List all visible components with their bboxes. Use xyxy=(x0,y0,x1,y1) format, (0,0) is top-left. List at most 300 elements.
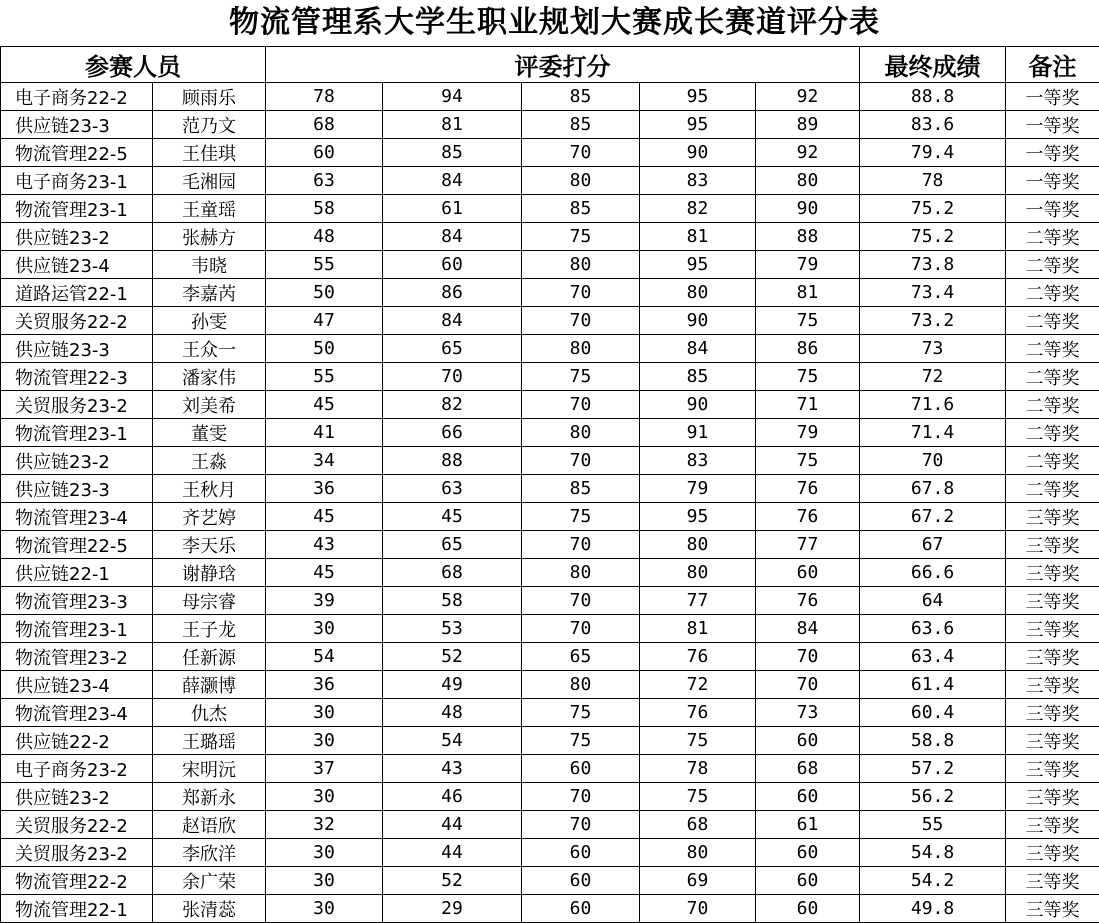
judge-score-1-cell[interactable]: 37 xyxy=(266,755,383,783)
final-score-cell[interactable]: 66.6 xyxy=(860,559,1006,587)
judge-score-5-cell[interactable]: 61 xyxy=(756,811,860,839)
judge-score-1-cell[interactable]: 45 xyxy=(266,391,383,419)
award-cell[interactable]: 二等奖 xyxy=(1006,279,1099,307)
table-row xyxy=(1,335,1099,363)
judge-score-2-cell[interactable]: 63 xyxy=(383,475,522,503)
class-cell[interactable]: 供应链22-2 xyxy=(1,727,153,755)
final-score-cell[interactable]: 67.2 xyxy=(860,503,1006,531)
name-cell[interactable]: 李嘉芮 xyxy=(153,279,266,307)
judge-score-4-cell[interactable]: 79 xyxy=(640,475,756,503)
judge-score-3-cell[interactable]: 70 xyxy=(522,447,640,475)
class-cell[interactable]: 物流管理22-1 xyxy=(1,895,153,923)
table-row xyxy=(1,615,1099,643)
judge-score-2-cell[interactable]: 84 xyxy=(383,307,522,335)
judge-score-1-cell[interactable]: 32 xyxy=(266,811,383,839)
final-score-cell[interactable]: 73 xyxy=(860,335,1006,363)
judge-score-2-cell[interactable]: 29 xyxy=(383,895,522,923)
judge-score-1-cell[interactable]: 30 xyxy=(266,699,383,727)
class-cell[interactable]: 供应链23-3 xyxy=(1,475,153,503)
judge-score-4-cell[interactable]: 95 xyxy=(640,111,756,139)
judge-score-2-cell[interactable]: 52 xyxy=(383,867,522,895)
judge-score-1-cell[interactable]: 36 xyxy=(266,475,383,503)
final-score-cell[interactable]: 55 xyxy=(860,811,1006,839)
judge-score-2-cell[interactable]: 60 xyxy=(383,251,522,279)
final-score-cell[interactable]: 54.2 xyxy=(860,867,1006,895)
judge-score-3-cell[interactable]: 80 xyxy=(522,251,640,279)
class-cell[interactable]: 道路运管22-1 xyxy=(1,279,153,307)
judge-score-2-cell[interactable]: 54 xyxy=(383,727,522,755)
judge-score-4-cell[interactable]: 75 xyxy=(640,727,756,755)
name-cell[interactable]: 王佳琪 xyxy=(153,139,266,167)
judge-score-4-cell[interactable]: 80 xyxy=(640,279,756,307)
judge-score-3-cell[interactable]: 85 xyxy=(522,111,640,139)
class-cell[interactable]: 供应链23-2 xyxy=(1,223,153,251)
name-cell[interactable]: 李天乐 xyxy=(153,531,266,559)
name-cell[interactable]: 王子龙 xyxy=(153,615,266,643)
judge-score-4-cell[interactable]: 68 xyxy=(640,811,756,839)
judge-score-3-cell[interactable]: 70 xyxy=(522,391,640,419)
judge-score-3-cell[interactable]: 60 xyxy=(522,867,640,895)
table-row xyxy=(1,699,1099,727)
judge-score-4-cell[interactable]: 75 xyxy=(640,783,756,811)
name-cell[interactable]: 谢静琀 xyxy=(153,559,266,587)
judge-score-5-cell[interactable]: 88 xyxy=(756,223,860,251)
final-score-cell[interactable]: 78 xyxy=(860,167,1006,195)
judge-score-5-cell[interactable]: 60 xyxy=(756,895,860,923)
judge-score-1-cell[interactable]: 55 xyxy=(266,363,383,391)
award-cell[interactable]: 二等奖 xyxy=(1006,391,1099,419)
award-cell[interactable]: 一等奖 xyxy=(1006,139,1099,167)
judge-score-5-cell[interactable]: 92 xyxy=(756,139,860,167)
table-row xyxy=(1,167,1099,195)
name-cell[interactable]: 王秋月 xyxy=(153,475,266,503)
final-score-cell[interactable]: 71.6 xyxy=(860,391,1006,419)
judge-score-5-cell[interactable]: 68 xyxy=(756,755,860,783)
judge-score-2-cell[interactable]: 45 xyxy=(383,503,522,531)
judge-score-1-cell[interactable]: 36 xyxy=(266,671,383,699)
table-row xyxy=(1,783,1099,811)
judge-score-4-cell[interactable]: 90 xyxy=(640,307,756,335)
judge-score-5-cell[interactable]: 60 xyxy=(756,867,860,895)
class-cell[interactable]: 关贸服务23-2 xyxy=(1,391,153,419)
judge-score-1-cell[interactable]: 47 xyxy=(266,307,383,335)
class-cell[interactable]: 供应链22-1 xyxy=(1,559,153,587)
judge-score-1-cell[interactable]: 45 xyxy=(266,503,383,531)
name-cell[interactable]: 顾雨乐 xyxy=(153,83,266,111)
table-row xyxy=(1,811,1099,839)
final-score-cell[interactable]: 67.8 xyxy=(860,475,1006,503)
judge-score-4-cell[interactable]: 80 xyxy=(640,839,756,867)
class-cell[interactable]: 物流管理22-5 xyxy=(1,139,153,167)
judge-score-4-cell[interactable]: 91 xyxy=(640,419,756,447)
name-cell[interactable]: 郑新永 xyxy=(153,783,266,811)
judge-score-5-cell[interactable]: 70 xyxy=(756,671,860,699)
judge-score-4-cell[interactable]: 85 xyxy=(640,363,756,391)
judge-score-2-cell[interactable]: 49 xyxy=(383,671,522,699)
award-cell[interactable]: 三等奖 xyxy=(1006,699,1099,727)
name-cell[interactable]: 范乃文 xyxy=(153,111,266,139)
judge-score-3-cell[interactable]: 70 xyxy=(522,783,640,811)
award-cell[interactable]: 三等奖 xyxy=(1006,895,1099,923)
name-cell[interactable]: 余广荣 xyxy=(153,867,266,895)
name-cell[interactable]: 薛灏博 xyxy=(153,671,266,699)
judge-score-1-cell[interactable]: 50 xyxy=(266,335,383,363)
judge-score-2-cell[interactable]: 48 xyxy=(383,699,522,727)
judge-score-5-cell[interactable]: 76 xyxy=(756,475,860,503)
final-score-cell[interactable]: 88.8 xyxy=(860,83,1006,111)
judge-score-4-cell[interactable]: 84 xyxy=(640,335,756,363)
judge-score-5-cell[interactable]: 60 xyxy=(756,559,860,587)
class-cell[interactable]: 物流管理22-5 xyxy=(1,531,153,559)
judge-score-4-cell[interactable]: 80 xyxy=(640,531,756,559)
judge-score-4-cell[interactable]: 70 xyxy=(640,895,756,923)
name-cell[interactable]: 董雯 xyxy=(153,419,266,447)
table-row xyxy=(1,279,1099,307)
judge-score-4-cell[interactable]: 95 xyxy=(640,503,756,531)
name-cell[interactable]: 潘家伟 xyxy=(153,363,266,391)
table-row xyxy=(1,363,1099,391)
judge-score-2-cell[interactable]: 65 xyxy=(383,335,522,363)
judge-score-4-cell[interactable]: 76 xyxy=(640,643,756,671)
judge-score-2-cell[interactable]: 52 xyxy=(383,643,522,671)
judge-score-3-cell[interactable]: 85 xyxy=(522,83,640,111)
judge-score-2-cell[interactable]: 84 xyxy=(383,167,522,195)
judge-score-4-cell[interactable]: 81 xyxy=(640,223,756,251)
judge-score-2-cell[interactable]: 43 xyxy=(383,755,522,783)
award-cell[interactable]: 一等奖 xyxy=(1006,167,1099,195)
judge-score-5-cell[interactable]: 75 xyxy=(756,363,860,391)
table-row xyxy=(1,419,1099,447)
final-score-cell[interactable]: 61.4 xyxy=(860,671,1006,699)
name-cell[interactable]: 刘美希 xyxy=(153,391,266,419)
name-cell[interactable]: 宋明沅 xyxy=(153,755,266,783)
name-cell[interactable]: 毛湘园 xyxy=(153,167,266,195)
judge-score-3-cell[interactable]: 60 xyxy=(522,839,640,867)
award-cell[interactable]: 三等奖 xyxy=(1006,839,1099,867)
judge-score-4-cell[interactable]: 83 xyxy=(640,447,756,475)
name-cell[interactable]: 母宗睿 xyxy=(153,587,266,615)
judge-score-1-cell[interactable]: 48 xyxy=(266,223,383,251)
award-cell[interactable]: 三等奖 xyxy=(1006,531,1099,559)
judge-score-3-cell[interactable]: 80 xyxy=(522,167,640,195)
judge-score-3-cell[interactable]: 75 xyxy=(522,223,640,251)
award-cell[interactable]: 二等奖 xyxy=(1006,251,1099,279)
award-cell[interactable]: 二等奖 xyxy=(1006,447,1099,475)
judge-score-5-cell[interactable]: 80 xyxy=(756,167,860,195)
final-score-cell[interactable]: 60.4 xyxy=(860,699,1006,727)
class-cell[interactable]: 供应链23-3 xyxy=(1,111,153,139)
final-score-cell[interactable]: 64 xyxy=(860,587,1006,615)
judge-score-2-cell[interactable]: 70 xyxy=(383,363,522,391)
name-cell[interactable]: 王众一 xyxy=(153,335,266,363)
judge-score-3-cell[interactable]: 70 xyxy=(522,307,640,335)
table-row xyxy=(1,867,1099,895)
judge-score-1-cell[interactable]: 68 xyxy=(266,111,383,139)
judge-score-3-cell[interactable]: 75 xyxy=(522,727,640,755)
judge-score-3-cell[interactable]: 70 xyxy=(522,139,640,167)
name-cell[interactable]: 赵语欣 xyxy=(153,811,266,839)
judge-score-5-cell[interactable]: 89 xyxy=(756,111,860,139)
judge-score-1-cell[interactable]: 39 xyxy=(266,587,383,615)
final-score-cell[interactable]: 54.8 xyxy=(860,839,1006,867)
final-score-cell[interactable]: 79.4 xyxy=(860,139,1006,167)
judge-score-5-cell[interactable]: 70 xyxy=(756,643,860,671)
judge-score-2-cell[interactable]: 66 xyxy=(383,419,522,447)
judge-score-2-cell[interactable]: 94 xyxy=(383,83,522,111)
class-cell[interactable]: 供应链23-4 xyxy=(1,671,153,699)
judge-score-4-cell[interactable]: 72 xyxy=(640,671,756,699)
class-cell[interactable]: 物流管理23-1 xyxy=(1,615,153,643)
award-cell[interactable]: 二等奖 xyxy=(1006,335,1099,363)
judge-score-1-cell[interactable]: 78 xyxy=(266,83,383,111)
judge-score-4-cell[interactable]: 83 xyxy=(640,167,756,195)
award-cell[interactable]: 二等奖 xyxy=(1006,363,1099,391)
judge-score-5-cell[interactable]: 79 xyxy=(756,419,860,447)
final-score-cell[interactable]: 63.6 xyxy=(860,615,1006,643)
award-cell[interactable]: 三等奖 xyxy=(1006,643,1099,671)
judge-score-4-cell[interactable]: 95 xyxy=(640,83,756,111)
class-cell[interactable]: 物流管理23-4 xyxy=(1,503,153,531)
class-cell[interactable]: 供应链23-4 xyxy=(1,251,153,279)
judge-score-2-cell[interactable]: 85 xyxy=(383,139,522,167)
award-cell[interactable]: 二等奖 xyxy=(1006,223,1099,251)
table-row xyxy=(1,475,1099,503)
judge-score-4-cell[interactable]: 90 xyxy=(640,391,756,419)
final-score-cell[interactable]: 73.8 xyxy=(860,251,1006,279)
final-score-cell[interactable]: 73.4 xyxy=(860,279,1006,307)
class-cell[interactable]: 物流管理22-2 xyxy=(1,867,153,895)
name-cell[interactable]: 王淼 xyxy=(153,447,266,475)
judge-score-5-cell[interactable]: 84 xyxy=(756,615,860,643)
judge-score-3-cell[interactable]: 70 xyxy=(522,279,640,307)
award-cell[interactable]: 一等奖 xyxy=(1006,111,1099,139)
class-cell[interactable]: 关贸服务22-2 xyxy=(1,811,153,839)
table-row xyxy=(1,559,1099,587)
table-row xyxy=(1,755,1099,783)
judge-score-3-cell[interactable]: 70 xyxy=(522,587,640,615)
judge-score-4-cell[interactable]: 80 xyxy=(640,559,756,587)
judge-score-2-cell[interactable]: 46 xyxy=(383,783,522,811)
name-cell[interactable]: 王璐瑶 xyxy=(153,727,266,755)
class-cell[interactable]: 物流管理22-3 xyxy=(1,363,153,391)
judge-score-5-cell[interactable]: 92 xyxy=(756,83,860,111)
sheet-title: 物流管理系大学生职业规划大赛成长赛道评分表 xyxy=(0,0,1099,46)
judge-score-3-cell[interactable]: 70 xyxy=(522,811,640,839)
judge-score-4-cell[interactable]: 76 xyxy=(640,699,756,727)
final-score-cell[interactable]: 72 xyxy=(860,363,1006,391)
award-cell[interactable]: 一等奖 xyxy=(1006,195,1099,223)
final-score-cell[interactable]: 56.2 xyxy=(860,783,1006,811)
judge-score-4-cell[interactable]: 69 xyxy=(640,867,756,895)
judge-score-2-cell[interactable]: 82 xyxy=(383,391,522,419)
class-cell[interactable]: 关贸服务22-2 xyxy=(1,307,153,335)
judge-score-1-cell[interactable]: 50 xyxy=(266,279,383,307)
final-score-cell[interactable]: 63.4 xyxy=(860,643,1006,671)
award-cell[interactable]: 三等奖 xyxy=(1006,615,1099,643)
judge-score-1-cell[interactable]: 58 xyxy=(266,195,383,223)
class-cell[interactable]: 物流管理23-3 xyxy=(1,587,153,615)
table-row xyxy=(1,83,1099,111)
judge-score-3-cell[interactable]: 60 xyxy=(522,895,640,923)
judge-score-1-cell[interactable]: 30 xyxy=(266,727,383,755)
final-score-cell[interactable]: 58.8 xyxy=(860,727,1006,755)
table-row xyxy=(1,223,1099,251)
judge-score-3-cell[interactable]: 80 xyxy=(522,335,640,363)
judge-score-1-cell[interactable]: 55 xyxy=(266,251,383,279)
judge-score-1-cell[interactable]: 30 xyxy=(266,615,383,643)
table-row xyxy=(1,503,1099,531)
judge-score-3-cell[interactable]: 65 xyxy=(522,643,640,671)
table-row xyxy=(1,307,1099,335)
judge-score-4-cell[interactable]: 77 xyxy=(640,587,756,615)
header-remark[interactable]: 备注 xyxy=(1006,47,1099,83)
class-cell[interactable]: 供应链23-3 xyxy=(1,335,153,363)
table-row xyxy=(1,531,1099,559)
score-table xyxy=(0,46,1099,923)
judge-score-1-cell[interactable]: 54 xyxy=(266,643,383,671)
table-row xyxy=(1,587,1099,615)
judge-score-5-cell[interactable]: 60 xyxy=(756,783,860,811)
name-cell[interactable]: 任新源 xyxy=(153,643,266,671)
header-participants[interactable]: 参赛人员 xyxy=(1,47,266,83)
judge-score-3-cell[interactable]: 75 xyxy=(522,699,640,727)
judge-score-2-cell[interactable]: 88 xyxy=(383,447,522,475)
judge-score-2-cell[interactable]: 53 xyxy=(383,615,522,643)
award-cell[interactable]: 三等奖 xyxy=(1006,783,1099,811)
judge-score-5-cell[interactable]: 86 xyxy=(756,335,860,363)
judge-score-1-cell[interactable]: 63 xyxy=(266,167,383,195)
judge-score-3-cell[interactable]: 85 xyxy=(522,195,640,223)
final-score-cell[interactable]: 49.8 xyxy=(860,895,1006,923)
final-score-cell[interactable]: 83.6 xyxy=(860,111,1006,139)
judge-score-3-cell[interactable]: 80 xyxy=(522,671,640,699)
final-score-cell[interactable]: 75.2 xyxy=(860,223,1006,251)
judge-score-1-cell[interactable]: 45 xyxy=(266,559,383,587)
class-cell[interactable]: 供应链23-2 xyxy=(1,783,153,811)
judge-score-5-cell[interactable]: 60 xyxy=(756,839,860,867)
judge-score-4-cell[interactable]: 82 xyxy=(640,195,756,223)
judge-score-5-cell[interactable]: 73 xyxy=(756,699,860,727)
judge-score-3-cell[interactable]: 70 xyxy=(522,615,640,643)
name-cell[interactable]: 韦晓 xyxy=(153,251,266,279)
judge-score-1-cell[interactable]: 30 xyxy=(266,839,383,867)
award-cell[interactable]: 三等奖 xyxy=(1006,867,1099,895)
name-cell[interactable]: 王童瑶 xyxy=(153,195,266,223)
judge-score-2-cell[interactable]: 81 xyxy=(383,111,522,139)
class-cell[interactable]: 电子商务22-2 xyxy=(1,83,153,111)
judge-score-5-cell[interactable]: 75 xyxy=(756,307,860,335)
class-cell[interactable]: 电子商务23-2 xyxy=(1,755,153,783)
judge-score-2-cell[interactable]: 44 xyxy=(383,811,522,839)
final-score-cell[interactable]: 75.2 xyxy=(860,195,1006,223)
judge-score-4-cell[interactable]: 78 xyxy=(640,755,756,783)
award-cell[interactable]: 三等奖 xyxy=(1006,811,1099,839)
class-cell[interactable]: 物流管理23-2 xyxy=(1,643,153,671)
table-row xyxy=(1,839,1099,867)
judge-score-3-cell[interactable]: 70 xyxy=(522,531,640,559)
class-cell[interactable]: 物流管理23-4 xyxy=(1,699,153,727)
class-cell[interactable]: 物流管理23-1 xyxy=(1,419,153,447)
final-score-cell[interactable]: 73.2 xyxy=(860,307,1006,335)
name-cell[interactable]: 张清蕊 xyxy=(153,895,266,923)
judge-score-5-cell[interactable]: 76 xyxy=(756,503,860,531)
final-score-cell[interactable]: 70 xyxy=(860,447,1006,475)
name-cell[interactable]: 李欣洋 xyxy=(153,839,266,867)
judge-score-2-cell[interactable]: 58 xyxy=(383,587,522,615)
award-cell[interactable]: 三等奖 xyxy=(1006,755,1099,783)
judge-score-3-cell[interactable]: 60 xyxy=(522,755,640,783)
award-cell[interactable]: 三等奖 xyxy=(1006,727,1099,755)
judge-score-1-cell[interactable]: 60 xyxy=(266,139,383,167)
judge-score-5-cell[interactable]: 76 xyxy=(756,587,860,615)
award-cell[interactable]: 三等奖 xyxy=(1006,503,1099,531)
judge-score-1-cell[interactable]: 30 xyxy=(266,867,383,895)
judge-score-2-cell[interactable]: 84 xyxy=(383,223,522,251)
judge-score-5-cell[interactable]: 77 xyxy=(756,531,860,559)
judge-score-4-cell[interactable]: 95 xyxy=(640,251,756,279)
judge-score-2-cell[interactable]: 86 xyxy=(383,279,522,307)
header-final-score[interactable]: 最终成绩 xyxy=(860,47,1006,83)
name-cell[interactable]: 齐艺婷 xyxy=(153,503,266,531)
judge-score-1-cell[interactable]: 34 xyxy=(266,447,383,475)
judge-score-1-cell[interactable]: 30 xyxy=(266,783,383,811)
table-row xyxy=(1,447,1099,475)
judge-score-2-cell[interactable]: 44 xyxy=(383,839,522,867)
judge-score-3-cell[interactable]: 80 xyxy=(522,419,640,447)
judge-score-3-cell[interactable]: 85 xyxy=(522,475,640,503)
header-judges[interactable]: 评委打分 xyxy=(266,47,860,83)
class-cell[interactable]: 电子商务23-1 xyxy=(1,167,153,195)
award-cell[interactable]: 一等奖 xyxy=(1006,83,1099,111)
final-score-cell[interactable]: 57.2 xyxy=(860,755,1006,783)
judge-score-1-cell[interactable]: 30 xyxy=(266,895,383,923)
name-cell[interactable]: 孙雯 xyxy=(153,307,266,335)
judge-score-5-cell[interactable]: 79 xyxy=(756,251,860,279)
judge-score-1-cell[interactable]: 41 xyxy=(266,419,383,447)
judge-score-5-cell[interactable]: 90 xyxy=(756,195,860,223)
judge-score-5-cell[interactable]: 60 xyxy=(756,727,860,755)
judge-score-1-cell[interactable]: 43 xyxy=(266,531,383,559)
judge-score-5-cell[interactable]: 75 xyxy=(756,447,860,475)
award-cell[interactable]: 三等奖 xyxy=(1006,671,1099,699)
header-row xyxy=(1,47,1099,83)
judge-score-4-cell[interactable]: 90 xyxy=(640,139,756,167)
judge-score-3-cell[interactable]: 80 xyxy=(522,559,640,587)
final-score-cell[interactable]: 71.4 xyxy=(860,419,1006,447)
final-score-cell[interactable]: 67 xyxy=(860,531,1006,559)
class-cell[interactable]: 供应链23-2 xyxy=(1,447,153,475)
judge-score-5-cell[interactable]: 81 xyxy=(756,279,860,307)
award-cell[interactable]: 二等奖 xyxy=(1006,419,1099,447)
judge-score-2-cell[interactable]: 61 xyxy=(383,195,522,223)
judge-score-3-cell[interactable]: 75 xyxy=(522,503,640,531)
class-cell[interactable]: 关贸服务23-2 xyxy=(1,839,153,867)
judge-score-5-cell[interactable]: 71 xyxy=(756,391,860,419)
judge-score-3-cell[interactable]: 75 xyxy=(522,363,640,391)
award-cell[interactable]: 三等奖 xyxy=(1006,559,1099,587)
judge-score-2-cell[interactable]: 65 xyxy=(383,531,522,559)
judge-score-4-cell[interactable]: 81 xyxy=(640,615,756,643)
judge-score-2-cell[interactable]: 68 xyxy=(383,559,522,587)
class-cell[interactable]: 物流管理23-1 xyxy=(1,195,153,223)
name-cell[interactable]: 张赫方 xyxy=(153,223,266,251)
award-cell[interactable]: 二等奖 xyxy=(1006,475,1099,503)
name-cell[interactable]: 仇杰 xyxy=(153,699,266,727)
award-cell[interactable]: 二等奖 xyxy=(1006,307,1099,335)
table-row xyxy=(1,139,1099,167)
table-row xyxy=(1,895,1099,923)
award-cell[interactable]: 三等奖 xyxy=(1006,587,1099,615)
